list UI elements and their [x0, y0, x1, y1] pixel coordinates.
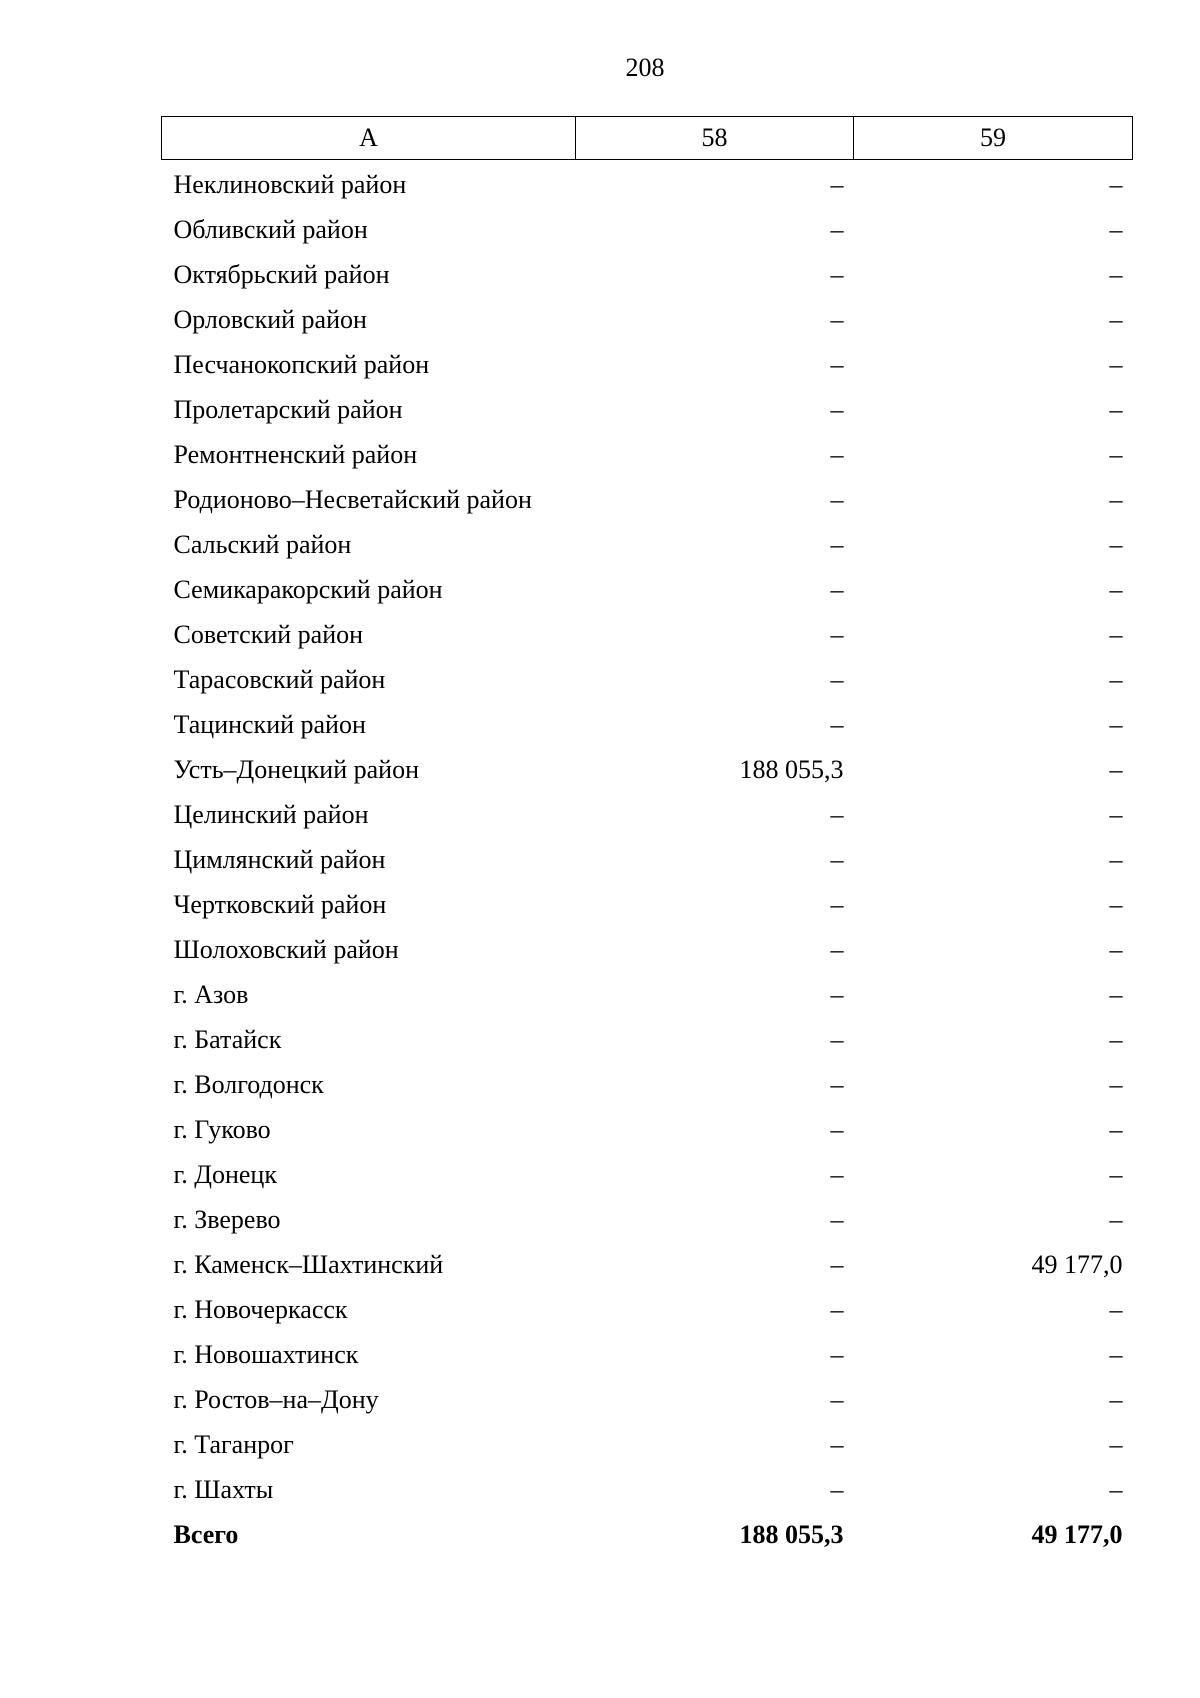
row-name-cell: г. Азов	[173, 979, 249, 1009]
table-row	[162, 1017, 1133, 1062]
value-cell-58: –	[830, 1474, 844, 1504]
value-cell-59: –	[1109, 349, 1123, 379]
value-cell-58: –	[830, 1069, 844, 1099]
row-name-cell: Орловский район	[173, 304, 367, 334]
value-cell-58: –	[830, 799, 844, 829]
row-name-cell: Октябрьский район	[173, 259, 390, 289]
value-cell-58: –	[830, 169, 844, 199]
table-row	[162, 297, 1133, 342]
row-name-cell: г. Шахты	[173, 1474, 274, 1504]
value-cell-58: –	[830, 934, 844, 964]
table-row	[162, 702, 1133, 747]
value-cell-59: –	[1109, 259, 1123, 289]
row-name-cell: Цимлянский район	[173, 844, 386, 874]
value-cell-59: –	[1109, 304, 1123, 334]
table-header	[162, 117, 1133, 160]
row-name-cell: Семикаракорский район	[173, 574, 443, 604]
row-name-cell: г. Таганрог	[173, 1429, 294, 1459]
header-row	[162, 117, 1133, 160]
row-name-cell: Усть–Донецкий район	[173, 754, 419, 784]
table-row	[162, 522, 1133, 567]
table-row	[162, 1332, 1133, 1377]
value-cell-58: –	[830, 1159, 844, 1189]
row-name-cell: Обливский район	[173, 214, 368, 244]
value-cell-58: –	[830, 979, 844, 1009]
value-cell-59: –	[1109, 1429, 1123, 1459]
value-cell-59: –	[1109, 1384, 1123, 1414]
value-cell-59: –	[1109, 754, 1123, 784]
table-row	[162, 657, 1133, 702]
row-name-cell: Чертковский район	[173, 889, 387, 919]
value-cell-59: –	[1109, 1204, 1123, 1234]
table-row	[162, 792, 1133, 837]
value-cell-59: –	[1109, 844, 1123, 874]
value-cell-59: –	[1109, 934, 1123, 964]
row-name-cell: Всего	[173, 1519, 239, 1549]
row-name-cell: Тарасовский район	[173, 664, 386, 694]
header-cell-a: А	[162, 117, 576, 160]
value-cell-58: –	[830, 214, 844, 244]
value-cell-58: –	[830, 394, 844, 424]
value-cell-58: –	[830, 1024, 844, 1054]
table-body	[162, 160, 1133, 1558]
value-cell-58: 188 055,3	[739, 754, 844, 784]
table-row	[162, 1107, 1133, 1152]
header-cell-58: 58	[576, 117, 854, 160]
table-row	[162, 252, 1133, 297]
table-row	[162, 432, 1133, 477]
value-cell-58: –	[830, 1294, 844, 1324]
value-cell-58: –	[830, 1204, 844, 1234]
value-cell-59: –	[1109, 1339, 1123, 1369]
value-cell-59: –	[1109, 799, 1123, 829]
row-name-cell: г. Гуково	[173, 1114, 271, 1144]
table-row	[162, 747, 1133, 792]
value-cell-58: –	[830, 484, 844, 514]
row-name-cell: г. Каменск–Шахтинский	[173, 1249, 444, 1279]
value-cell-59: –	[1109, 394, 1123, 424]
table-row	[162, 612, 1133, 657]
total-row	[162, 1512, 1133, 1557]
value-cell-59: –	[1109, 664, 1123, 694]
value-cell-58: –	[830, 1114, 844, 1144]
value-cell-58: –	[830, 1429, 844, 1459]
value-cell-58: –	[830, 889, 844, 919]
table-row	[162, 1422, 1133, 1467]
value-cell-59: –	[1109, 1294, 1123, 1324]
value-cell-59: –	[1109, 889, 1123, 919]
value-cell-58: –	[830, 619, 844, 649]
value-cell-59: –	[1109, 1159, 1123, 1189]
table-row	[162, 387, 1133, 432]
value-cell-59: –	[1109, 574, 1123, 604]
table-row	[162, 882, 1133, 927]
table-row	[162, 1377, 1133, 1422]
row-name-cell: Шолоховский район	[173, 934, 399, 964]
table-row	[162, 207, 1133, 252]
value-cell-58: –	[830, 304, 844, 334]
table-row	[162, 837, 1133, 882]
value-cell-59: 49 177,0	[1031, 1249, 1123, 1279]
row-name-cell: Родионово–Несветайский район	[173, 484, 532, 514]
row-name-cell: г. Новочеркасск	[173, 1294, 348, 1324]
row-name-cell: г. Новошахтинск	[173, 1339, 359, 1369]
row-name-cell: Советский район	[173, 619, 364, 649]
value-cell-59: –	[1109, 979, 1123, 1009]
value-cell-59: –	[1109, 484, 1123, 514]
table-row	[162, 342, 1133, 387]
table-row	[162, 1152, 1133, 1197]
value-cell-59: 49 177,0	[1031, 1519, 1123, 1549]
table-row	[162, 927, 1133, 972]
table-row	[162, 972, 1133, 1017]
value-cell-59: –	[1109, 619, 1123, 649]
value-cell-58: –	[830, 1384, 844, 1414]
value-cell-59: –	[1109, 439, 1123, 469]
value-cell-58: –	[830, 529, 844, 559]
row-name-cell: Песчанокопский район	[173, 349, 430, 379]
value-cell-58: –	[830, 349, 844, 379]
row-name-cell: Тацинский район	[173, 709, 366, 739]
value-cell-58: –	[830, 1249, 844, 1279]
table-row	[162, 477, 1133, 522]
header-cell-59: 59	[854, 117, 1133, 160]
value-cell-59: –	[1109, 529, 1123, 559]
value-cell-58: –	[830, 574, 844, 604]
table-row	[162, 1062, 1133, 1107]
value-cell-58: –	[830, 259, 844, 289]
table-row	[162, 1287, 1133, 1332]
value-cell-59: –	[1109, 214, 1123, 244]
table-row	[162, 567, 1133, 612]
value-cell-59: –	[1109, 1024, 1123, 1054]
value-cell-59: –	[1109, 1114, 1123, 1144]
page-number: 208	[625, 53, 665, 82]
value-cell-58: –	[830, 709, 844, 739]
value-cell-58: 188 055,3	[739, 1519, 844, 1549]
row-name-cell: Сальский район	[173, 529, 352, 559]
value-cell-59: –	[1109, 1069, 1123, 1099]
table-row	[162, 160, 1133, 208]
value-cell-58: –	[830, 664, 844, 694]
table-row	[162, 1242, 1133, 1287]
value-cell-59: –	[1109, 1474, 1123, 1504]
value-cell-59: –	[1109, 169, 1123, 199]
table-row	[162, 1467, 1133, 1512]
row-name-cell: Ремонтненский район	[173, 439, 418, 469]
row-name-cell: Целинский район	[173, 799, 369, 829]
row-name-cell: г. Волгодонск	[173, 1069, 324, 1099]
row-name-cell: Пролетарский район	[173, 394, 403, 424]
row-name-cell: г. Зверево	[173, 1204, 281, 1234]
value-cell-59: –	[1109, 709, 1123, 739]
row-name-cell: г. Батайск	[173, 1024, 282, 1054]
value-cell-58: –	[830, 439, 844, 469]
data-table	[161, 116, 1133, 1557]
table-row	[162, 1197, 1133, 1242]
row-name-cell: г. Ростов–на–Дону	[173, 1384, 379, 1414]
row-name-cell: г. Донецк	[173, 1159, 277, 1189]
value-cell-58: –	[830, 1339, 844, 1369]
row-name-cell: Неклиновский район	[173, 169, 407, 199]
value-cell-58: –	[830, 844, 844, 874]
